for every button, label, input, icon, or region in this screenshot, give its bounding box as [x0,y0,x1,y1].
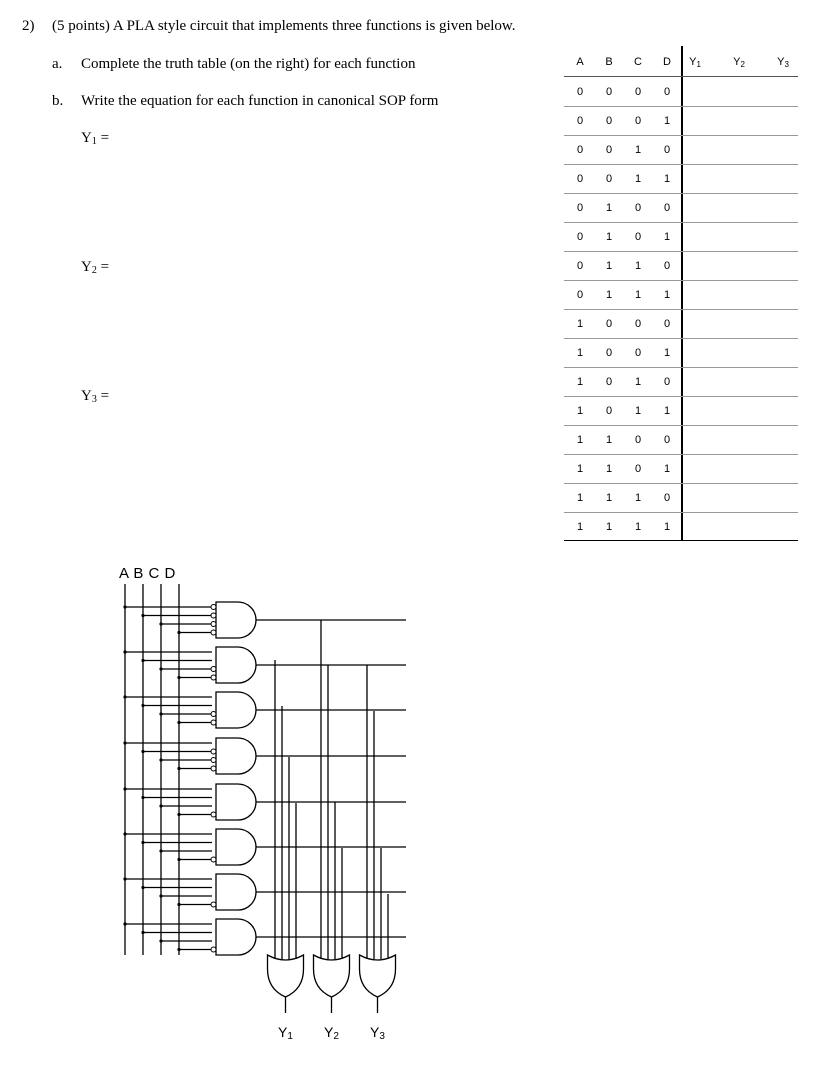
inversion-bubble [211,749,216,754]
tt-cell: 0 [663,492,671,504]
tt-row-rule [564,454,798,455]
or-gate [360,955,396,997]
tt-cell: 1 [605,463,613,475]
output-label-y2 [324,1024,339,1042]
inversion-bubble [211,902,216,907]
junction-dot [177,903,180,906]
tt-cell: 0 [576,260,584,272]
and-gate [216,829,256,865]
answer-y3-label: Y [81,388,92,404]
inversion-bubble [211,812,216,817]
tt-cell: 0 [634,463,642,475]
tt-header-y1-sub: 1 [696,60,701,69]
junction-dot [123,695,126,698]
inversion-bubble [211,622,216,627]
tt-row-rule [564,338,798,339]
tt-cell: 0 [663,202,671,214]
output-label-y1-sub: 1 [287,1031,293,1042]
junction-dot [177,721,180,724]
junction-dot [123,922,126,925]
tt-cell: 0 [634,115,642,127]
tt-cell: 0 [663,318,671,330]
junction-dot [159,712,162,715]
tt-header-y2-sub: 2 [740,60,745,69]
tt-row-rule [564,251,798,252]
or-gate [268,955,304,997]
tt-cell: 0 [576,144,584,156]
tt-cell: 0 [576,202,584,214]
junction-dot [159,667,162,670]
and-gate [216,784,256,820]
junction-dot [123,877,126,880]
tt-cell: 1 [576,347,584,359]
inversion-bubble [211,758,216,763]
and-gate [216,647,256,683]
tt-cell: 1 [605,289,613,301]
answer-y2-eq: = [96,259,110,275]
output-label-y3-label: Y [370,1024,380,1040]
tt-cell: 1 [663,405,671,417]
tt-cell: 1 [634,521,642,533]
tt-cell: 0 [605,347,613,359]
junction-dot [177,813,180,816]
output-label-y1 [278,1024,293,1042]
answer-y1-label: Y [81,130,92,146]
answer-y2-label: Y [81,259,92,275]
tt-row-rule [564,309,798,310]
tt-cell: 0 [576,173,584,185]
junction-dot [123,787,126,790]
and-gate [216,602,256,638]
tt-header-c: C [634,56,642,68]
junction-dot [141,750,144,753]
inversion-bubble [211,675,216,680]
tt-cell: 0 [634,202,642,214]
pla-circuit [110,560,420,1050]
answer-y1-sub: 1 [91,136,97,147]
tt-cell: 0 [605,318,613,330]
answer-y3-eq: = [96,388,110,404]
tt-row-rule [564,396,798,397]
tt-cell: 1 [605,202,613,214]
inversion-bubble [211,630,216,635]
tt-cell: 1 [663,231,671,243]
tt-header-a: A [576,56,584,68]
tt-cell: 0 [634,86,642,98]
tt-row-rule [564,512,798,513]
tt-header-y1 [685,56,705,69]
tt-cell: 0 [634,434,642,446]
junction-dot [159,894,162,897]
junction-dot [141,659,144,662]
tt-cell: 0 [576,289,584,301]
tt-cell: 1 [576,405,584,417]
tt-cell: 1 [576,492,584,504]
answer-y3 [81,388,109,405]
tt-cell: 1 [663,463,671,475]
tt-cell: 1 [663,289,671,301]
tt-cell: 0 [663,434,671,446]
junction-dot [141,614,144,617]
inversion-bubble [211,605,216,610]
junction-dot [123,650,126,653]
tt-row-rule [564,164,798,165]
or-gate [314,955,350,997]
junction-dot [177,631,180,634]
tt-header-y1-label: Y [689,56,697,68]
inversion-bubble [211,667,216,672]
tt-header-y2-label: Y [733,56,741,68]
junction-dot [159,758,162,761]
junction-dot [159,939,162,942]
tt-cell: 1 [634,260,642,272]
tt-cell: 1 [576,463,584,475]
tt-cell: 1 [663,347,671,359]
inversion-bubble [211,720,216,725]
answer-y1 [81,130,109,147]
tt-row-rule [564,483,798,484]
tt-cell: 0 [605,405,613,417]
tt-cell: 0 [605,115,613,127]
tt-row-rule [564,280,798,281]
tt-header-b: B [605,56,613,68]
answer-y3-sub: 3 [91,394,97,405]
tt-header-y3-sub: 3 [784,60,789,69]
tt-cell: 1 [605,260,613,272]
tt-cell: 1 [663,521,671,533]
tt-cell: 0 [576,86,584,98]
tt-cell: 1 [605,434,613,446]
tt-cell: 1 [576,434,584,446]
output-label-y1-label: Y [278,1024,288,1040]
inversion-bubble [211,766,216,771]
tt-header-y3-label: Y [777,56,785,68]
junction-dot [159,622,162,625]
tt-header-d: D [663,56,671,68]
junction-dot [141,886,144,889]
truth-table-header-rule [564,76,798,77]
junction-dot [141,931,144,934]
answer-y2-sub: 2 [91,265,97,276]
part-a-text: Complete the truth table (on the right) for each function [81,56,416,72]
tt-cell: 1 [634,144,642,156]
tt-row-rule [564,135,798,136]
junction-dot [141,841,144,844]
tt-row-rule [564,193,798,194]
tt-cell: 0 [634,318,642,330]
tt-cell: 0 [605,173,613,185]
question-text: (5 points) A PLA style circuit that implements three functions is given below. [52,18,516,34]
tt-cell: 1 [576,521,584,533]
tt-cell: 1 [634,376,642,388]
part-b-text: Write the equation for each function in canonical SOP form [81,93,439,109]
circuit-input-labels: A B C D [119,565,176,582]
part-b-letter: b. [52,93,64,109]
tt-cell: 0 [605,376,613,388]
and-gate [216,738,256,774]
tt-cell: 0 [576,115,584,127]
tt-cell: 0 [663,260,671,272]
tt-cell: 1 [605,492,613,504]
junction-dot [159,804,162,807]
junction-dot [177,948,180,951]
tt-cell: 0 [576,231,584,243]
circuit-wiring [110,560,420,1050]
tt-cell: 1 [663,115,671,127]
tt-cell: 0 [663,376,671,388]
tt-row-rule [564,367,798,368]
tt-row-rule [564,222,798,223]
junction-dot [141,704,144,707]
output-label-y3 [370,1024,385,1042]
tt-row-rule [564,106,798,107]
tt-cell: 1 [576,318,584,330]
junction-dot [177,858,180,861]
and-gate [216,919,256,955]
junction-dot [177,767,180,770]
truth-table-divider [681,46,683,541]
tt-cell: 1 [576,376,584,388]
part-a-letter: a. [52,56,63,72]
output-label-y2-sub: 2 [333,1031,339,1042]
answer-y1-eq: = [96,130,110,146]
tt-cell: 1 [634,492,642,504]
truth-table-bottom-rule [564,540,798,541]
inversion-bubble [211,712,216,717]
tt-row-rule [564,425,798,426]
and-gate [216,874,256,910]
junction-dot [123,832,126,835]
tt-cell: 1 [605,231,613,243]
tt-cell: 1 [605,521,613,533]
tt-cell: 1 [634,289,642,301]
tt-cell: 1 [634,173,642,185]
tt-cell: 0 [634,231,642,243]
junction-dot [123,605,126,608]
junction-dot [141,796,144,799]
answer-y2 [81,259,109,276]
tt-header-y3 [773,56,793,69]
tt-cell: 1 [634,405,642,417]
tt-cell: 0 [605,86,613,98]
inversion-bubble [211,947,216,952]
tt-cell: 0 [605,144,613,156]
inversion-bubble [211,857,216,862]
tt-cell: 0 [663,144,671,156]
tt-cell: 0 [663,86,671,98]
tt-cell: 1 [663,173,671,185]
and-gate [216,692,256,728]
output-label-y2-label: Y [324,1024,334,1040]
tt-header-y2 [729,56,749,69]
inversion-bubble [211,613,216,618]
junction-dot [177,676,180,679]
question-number: 2) [22,18,35,34]
truth-table [564,46,798,541]
junction-dot [123,741,126,744]
output-label-y3-sub: 3 [379,1031,385,1042]
junction-dot [159,849,162,852]
tt-cell: 0 [634,347,642,359]
